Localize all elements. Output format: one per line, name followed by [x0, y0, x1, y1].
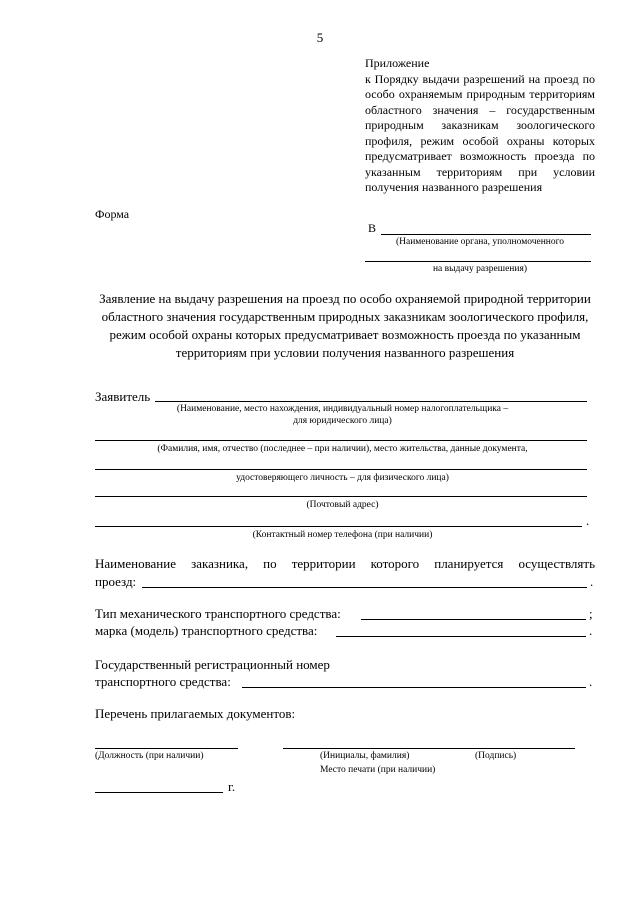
vehicle-model-line[interactable] [336, 636, 586, 637]
document-title: Заявление на выдачу разрешения на проезд по особо охраняемой природной территории областного значения государственным природных заказникам зоологического профиля, режим особой охраны которых предусматривает возможность проезда по указанным территориям при условии получения названного разрешения [99, 291, 591, 360]
reserve-line[interactable] [142, 587, 587, 588]
registration-end: . [589, 674, 593, 689]
annex-text: к Порядку выдачи разрешений на проезд по особо охраняемым природным территориям областного значения – государственным природным заказникам зоологического профиля, режим особой охраны которых предусматривает возможность проезда по указанным территориям при условии получения названного разрешения [365, 71, 595, 194]
vehicle-model-label: марка (модель) транспортного средства: [95, 623, 318, 638]
date-suffix: г. [228, 779, 236, 794]
registration-line[interactable] [242, 687, 586, 688]
applicant-hint-legal-2: для юридического лица) [293, 416, 392, 426]
registration-line-1: Государственный регистрационный номер [95, 657, 330, 672]
applicant-line-1[interactable] [155, 401, 587, 402]
applicant-hint-postal: (Почтовый адрес) [306, 500, 379, 510]
reserve-end: . [590, 574, 594, 589]
vehicle-type-label: Тип механического транспортного средства: [95, 606, 341, 621]
documents-label: Перечень прилагаемых документов: [95, 706, 296, 721]
applicant-line-3[interactable] [95, 469, 587, 470]
registration-line-2-label: транспортного средства: [95, 674, 231, 689]
applicant-hint-person-2: удостоверяющего личность – для физического лица) [236, 473, 449, 483]
annex-heading: Приложение [365, 56, 430, 70]
annex-block [365, 56, 595, 196]
addressee-line-1[interactable] [381, 234, 591, 235]
addressee-prefix: В [368, 221, 377, 235]
page-number: 5 [316, 30, 324, 45]
applicant-line-5[interactable] [95, 526, 582, 527]
initials-hint: (Инициалы, фамилия) [320, 751, 410, 761]
applicant-hint-phone: (Контактный номер телефона (при наличии) [252, 530, 433, 540]
vehicle-model-end: . [589, 623, 593, 638]
stamp-hint: Место печати (при наличии) [320, 765, 436, 775]
addressee-hint-1: (Наименование органа, уполномоченного [395, 237, 565, 247]
applicant-hint-legal-1: (Наименование, место нахождения, индивидуальный номер налогоплательщика – [176, 404, 509, 414]
position-hint: (Должность (при наличии) [95, 751, 204, 761]
applicant-line-4[interactable] [95, 496, 587, 497]
form-label: Форма [95, 207, 130, 221]
applicant-line-2[interactable] [95, 440, 587, 441]
vehicle-type-end: ; [589, 606, 593, 621]
vehicle-type-line[interactable] [361, 619, 586, 620]
reserve-line-2-label: проезд: [95, 574, 137, 589]
addressee-hint-2: на выдачу разрешения) [432, 264, 528, 274]
applicant-label: Заявитель [95, 389, 151, 404]
applicant-phone-end: . [586, 513, 590, 528]
date-line[interactable] [95, 792, 223, 793]
signature-line[interactable] [283, 748, 575, 749]
position-line[interactable] [95, 748, 238, 749]
applicant-hint-person-1: (Фамилия, имя, отчество (последнее – при наличии), место жительства, данные документа, [157, 444, 528, 454]
addressee-line-2[interactable] [365, 261, 591, 262]
sign-hint: (Подпись) [475, 751, 517, 761]
reserve-line-1: Наименование заказника, по территории которого планируется осуществлять [95, 556, 595, 571]
